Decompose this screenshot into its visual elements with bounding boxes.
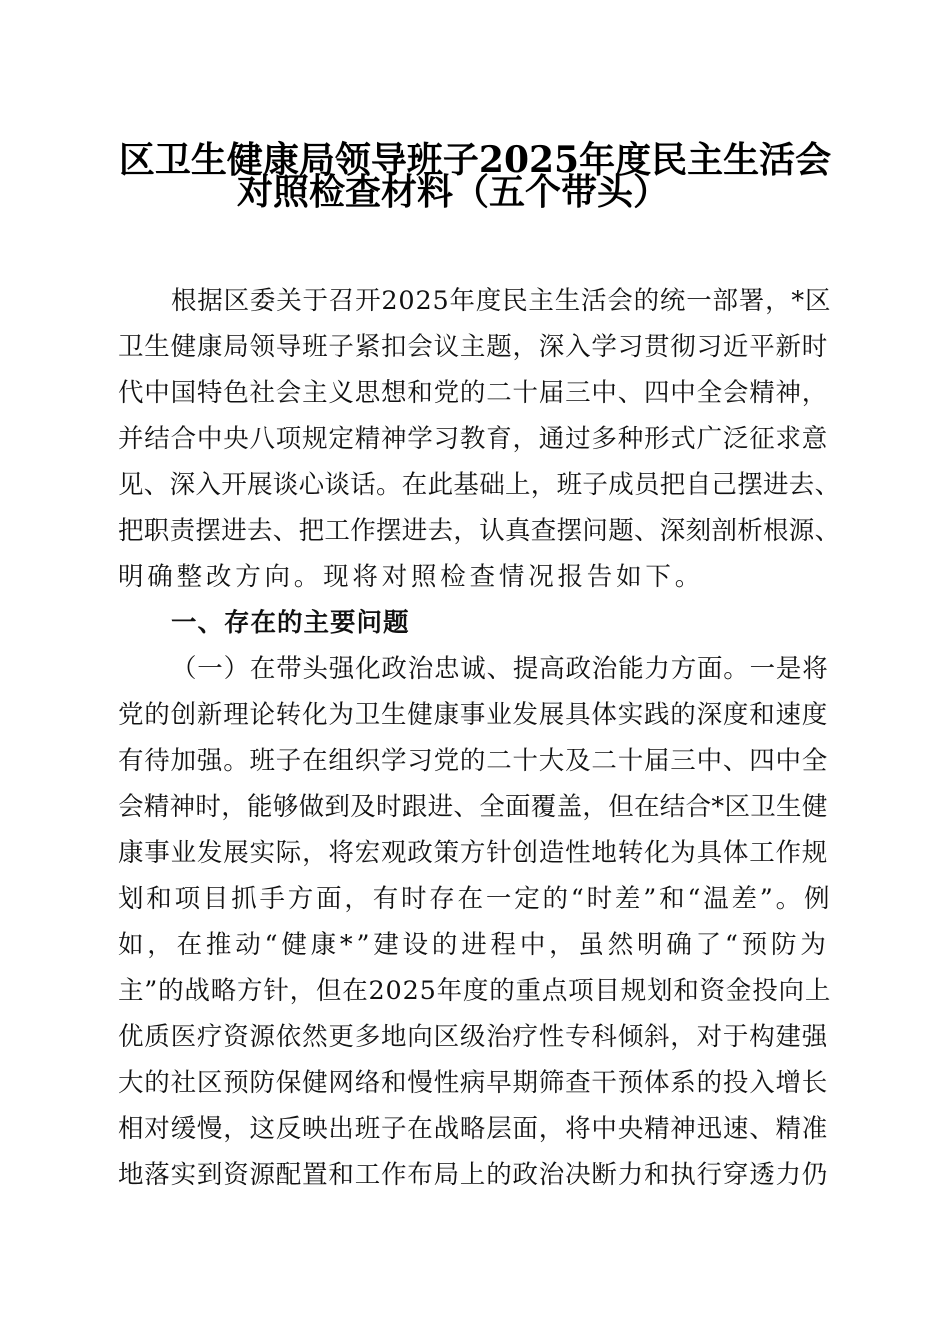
intro-line: 明确整改方向。现将对照检查情况报告如下。 [118, 562, 705, 592]
subsection-line: 地落实到资源配置和工作布局上的政治决断力和执行穿透力仍 [118, 1160, 829, 1190]
intro-line: 见、深入开展谈心谈话。在此基础上，班子成员把自己摆进去、 [118, 470, 841, 500]
intro-line: 并结合中央八项规定精神学习教育，通过多种形式广泛征求意 [118, 424, 829, 454]
intro-line: 根据区委关于召开2025年度民主生活会的统一部署，*区 [171, 286, 832, 316]
section-heading: 一、存在的主要问题 [171, 608, 410, 638]
subsection-line: 有待加强。班子在组织学习党的二十大及二十届三中、四中全 [118, 746, 829, 776]
subsection-line: 优质医疗资源依然更多地向区级治疗性专科倾斜，对于构建强 [118, 1022, 829, 1052]
subsection-line: （一）在带头强化政治忠诚、提高政治能力方面。一是将 [171, 654, 829, 684]
document-title-line-1: 区卫生健康局领导班子2025年度民主生活会 [118, 139, 832, 181]
intro-line: 卫生健康局领导班子紧扣会议主题，深入学习贯彻习近平新时 [118, 332, 829, 362]
subsection-line: 会精神时，能够做到及时跟进、全面覆盖，但在结合*区卫生健 [118, 792, 828, 822]
intro-line: 把职责摆进去、把工作摆进去，认真查摆问题、深刻剖析根源、 [118, 516, 841, 546]
subsection-line: 如，在推动“健康*”建设的进程中，虽然明确了“预防为 [118, 930, 830, 960]
subsection-line: 党的创新理论转化为卫生健康事业发展具体实践的深度和速度 [118, 700, 829, 730]
subsection-line: 主”的战略方针，但在2025年度的重点项目规划和资金投向上 [118, 976, 832, 1006]
subsection-line: 相对缓慢，这反映出班子在战略层面，将中央精神迅速、精准 [118, 1114, 829, 1144]
subsection-line: 大的社区预防保健网络和慢性病早期筛查干预体系的投入增长 [118, 1068, 829, 1098]
document-body [118, 278, 840, 1198]
document-title-line-2: 对照检查材料（五个带头） [236, 171, 669, 213]
intro-line: 代中国特色社会主义思想和党的二十届三中、四中全会精神， [118, 378, 829, 408]
subsection-line: 划和项目抓手方面，有时存在一定的“时差”和“温差”。例 [118, 884, 833, 914]
subsection-line: 康事业发展实际，将宏观政策方针创造性地转化为具体工作规 [118, 838, 829, 868]
